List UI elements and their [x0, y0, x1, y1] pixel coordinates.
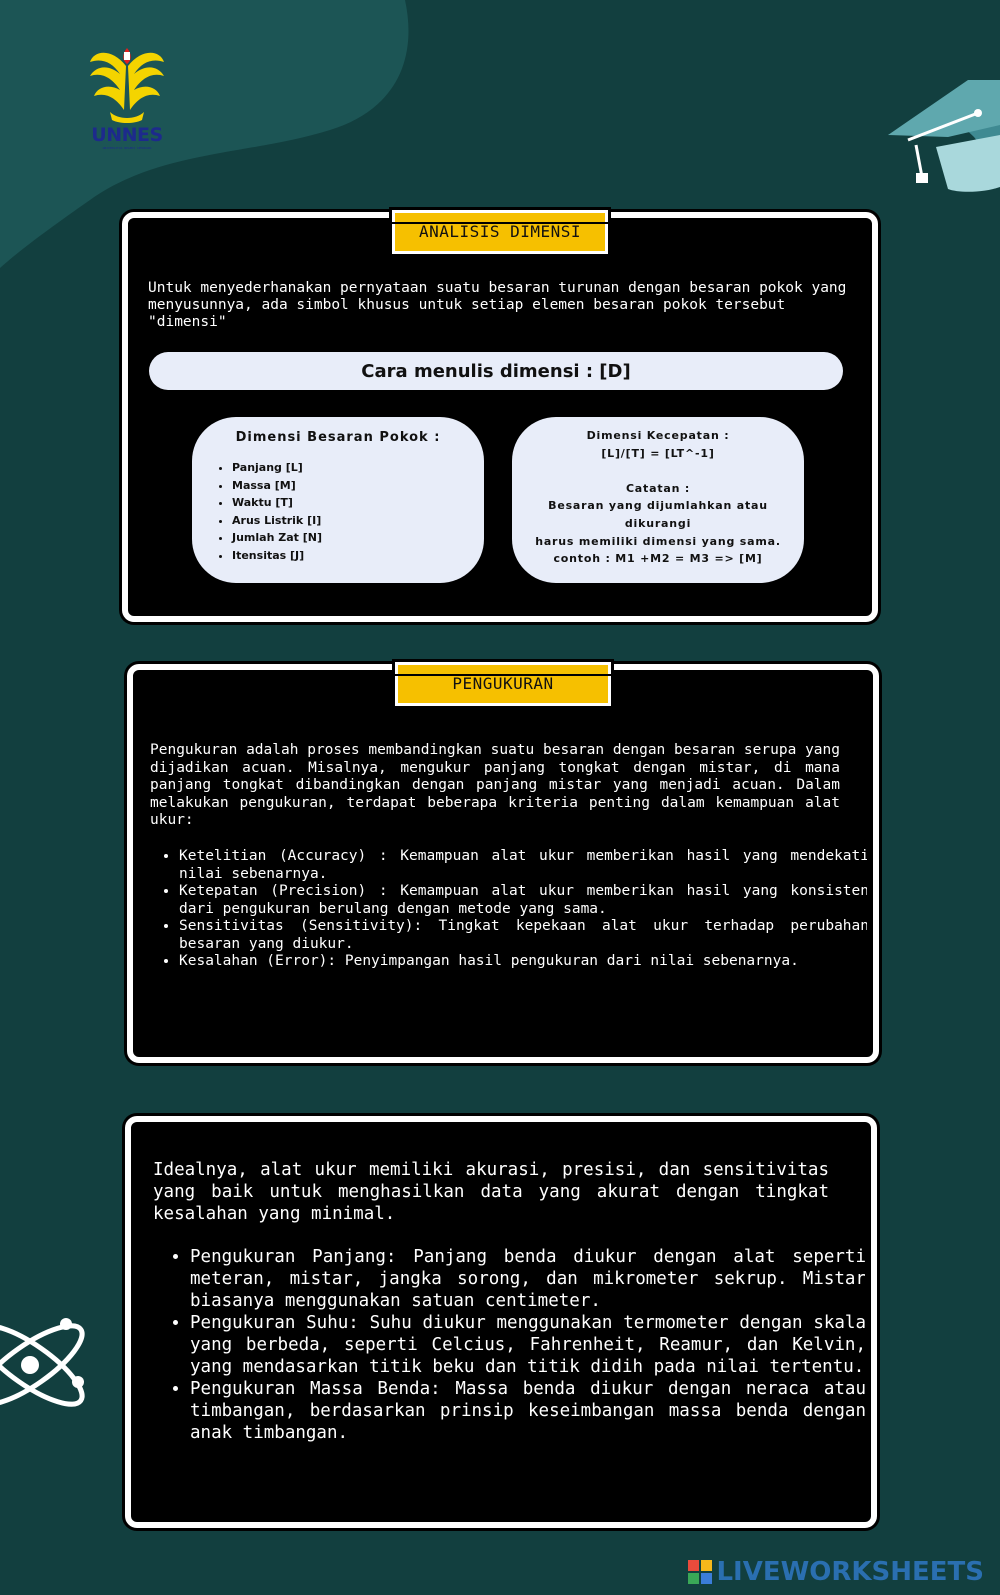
list-item: • Kesalahan (Error): Penyimpangan hasil pengukuran dari nilai sebenarnya.	[179, 953, 869, 971]
analisis-dimensi-intro: Untuk menyederhanakan pernyataan suatu besaran turunan dengan besaran pokok yang menyusunnya, ada simbol khusus untuk setiap elemen besaran pokok tersebut "dimensi"	[148, 280, 847, 330]
base-dimensions-title: Dimensi Besaran Pokok :	[235, 430, 441, 445]
liveworksheets-logo-icon	[688, 1560, 712, 1584]
card-line: Catatan :	[625, 481, 691, 495]
list-item: • Arus Listrik [I]	[232, 512, 322, 530]
logo-subtitle: UNIVERSITAS NEGERI SEMARANG	[102, 146, 152, 150]
logo-text: UNNES	[91, 124, 163, 146]
pengukuran-panel	[127, 664, 879, 1063]
list-item: • Jumlah Zat [N]	[232, 529, 322, 547]
list-item: • Pengukuran Suhu: Suhu diukur menggunakan termometer dengan skala yang berbeda, seperti Celcius, Fahrenheit, Reamur, dan Kelvin, yang mendasarkan titik beku dan titik didih pada nilai tertentu.	[190, 1312, 866, 1378]
measurement-types-list	[153, 1246, 866, 1444]
measurement-intro: Idealnya, alat ukur memiliki akurasi, presisi, dan sensitivitas yang baik untuk menghasilkan data yang akurat dengan tingkat kesalahan yang minimal.	[153, 1160, 829, 1224]
card-line: [L]/[T] = [LT^-1]	[601, 446, 715, 460]
card-line	[518, 462, 798, 480]
graduation-cap-icon	[888, 75, 1000, 200]
list-item: • Ketelitian (Accuracy) : Kemampuan alat ukur memberikan hasil yang mendekati nilai sebenarnya.	[179, 848, 869, 883]
pengukuran-intro: Pengukuran adalah proses membandingkan suatu besaran dengan besaran serupa yang dijadikan acuan. Misalnya, mengukur panjang tongkat dengan mistar, di mana panjang tongkat dibandingkan dengan panjang mistar yang menjadi acuan. Dalam melakukan pengukuran, terdapat beberapa kriteria penting dalam kemampuan alat ukur:	[150, 742, 840, 828]
list-item: • Pengukuran Panjang: Panjang benda diukur dengan alat seperti meteran, mistar, jangka sorong, dan mikrometer sekrup. Mistar biasanya menggunakan satuan centimeter.	[190, 1246, 866, 1312]
card-line: Besaran yang dijumlahkan atau dikurangi	[548, 499, 768, 530]
measurement-types-panel	[125, 1116, 877, 1528]
velocity-dimension-text	[518, 427, 798, 568]
base-dimensions-card	[192, 417, 484, 583]
list-item: • Sensitivitas (Sensitivity): Tingkat kepekaan alat ukur terhadap perubahan besaran yang diukur.	[179, 918, 869, 953]
liveworksheets-watermark	[688, 1557, 984, 1587]
list-item: • Panjang [L]	[232, 459, 322, 477]
panel-title-pengukuran: PENGUKURAN	[395, 662, 611, 706]
atom-icon	[0, 1310, 100, 1420]
list-item: • Ketepatan (Precision) : Kemampuan alat ukur memberikan hasil yang konsisten dari pengukuran berulang dengan metode yang sama.	[179, 883, 869, 918]
list-item: • Pengukuran Massa Benda: Massa benda diukur dengan neraca atau timbangan, berdasarkan prinsip keseimbangan massa benda dengan anak timbangan.	[190, 1378, 866, 1444]
panel-title-analisis-dimensi: ANALISIS DIMENSI	[392, 210, 608, 254]
list-item: • Itensitas [J]	[232, 547, 322, 565]
watermark-text: LIVEWORKSHEETS	[716, 1557, 984, 1587]
list-item: • Waktu [T]	[232, 494, 322, 512]
list-item: • Massa [M]	[232, 477, 322, 495]
card-line: harus memiliki dimensi yang sama.	[535, 534, 781, 548]
velocity-dimension-card	[512, 417, 804, 583]
base-dimensions-list	[216, 459, 322, 565]
dimension-notation: Cara menulis dimensi : [D]	[149, 352, 843, 390]
card-line: Dimensi Kecepatan :	[586, 429, 730, 442]
criteria-list	[150, 848, 869, 971]
card-line: contoh : M1 +M2 = M3 => [M]	[553, 552, 763, 566]
analisis-dimensi-panel	[122, 212, 878, 622]
